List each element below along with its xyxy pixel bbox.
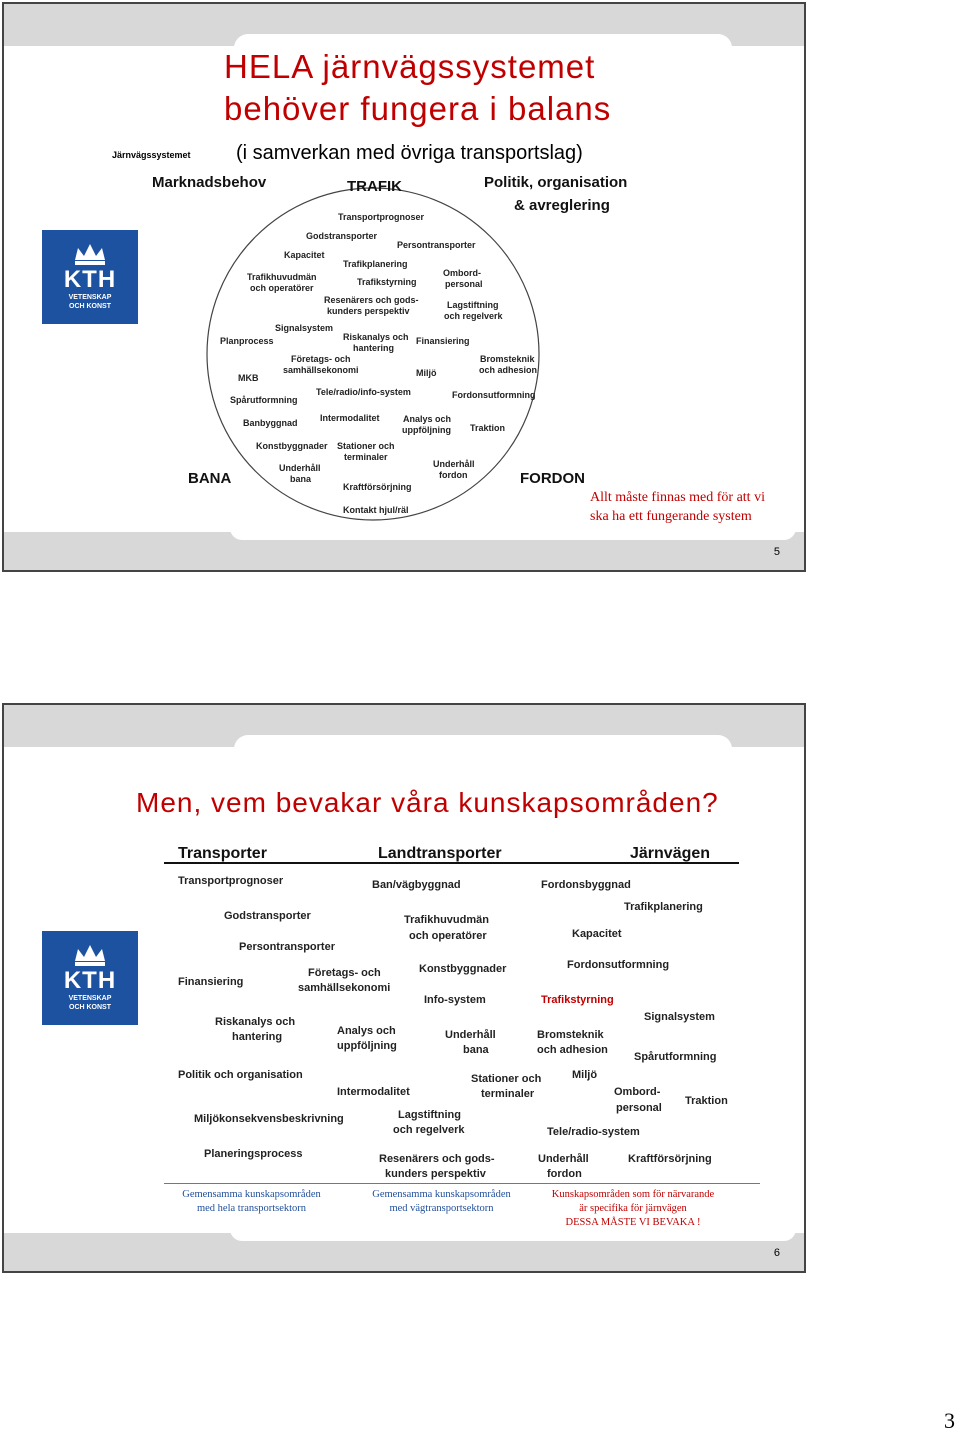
item-bromsteknik-2: och adhesion: [479, 365, 538, 375]
item-stationer-2: terminaler: [481, 1088, 535, 1100]
item-bromsteknik-1: Bromsteknik: [537, 1029, 604, 1041]
item-mkb: MKB: [238, 373, 259, 383]
item-sparutformning: Spårutformning: [634, 1051, 717, 1063]
footer-left-2: med hela transportsektorn: [196, 1203, 307, 1214]
item-miljokonsekvensbeskrivning: Miljökonsekvensbeskrivning: [194, 1113, 344, 1125]
item-fordonsbyggnad: Fordonsbyggnad: [541, 879, 631, 891]
footer-mid-1: Gemensamma kunskapsområden: [372, 1189, 511, 1200]
item-miljo: Miljö: [572, 1069, 598, 1081]
item-stationer-1: Stationer och: [337, 441, 395, 451]
item-intermodalitet: Intermodalitet: [320, 413, 380, 423]
item-riskanalys-2: hantering: [232, 1031, 283, 1043]
note-line-2: ska ha ett fungerande system: [590, 509, 752, 524]
col-header-transporter: Transporter: [178, 845, 267, 862]
item-kapacitet: Kapacitet: [284, 250, 325, 260]
item-miljo: Miljö: [416, 368, 437, 378]
slide-number: 5: [773, 546, 780, 558]
item-kontakt-hjul-ral: Kontakt hjul/räl: [343, 505, 409, 515]
corner-marknadsbehov: Marknadsbehov: [152, 174, 267, 191]
item-underhall-fordon-1: Underhåll: [433, 459, 475, 469]
item-planprocess: Planprocess: [220, 336, 274, 346]
item-kraftforsorjning: Kraftförsörjning: [343, 482, 412, 492]
item-stationer-1: Stationer och: [471, 1073, 542, 1085]
document-page-number: 3: [944, 1408, 955, 1433]
item-analys-1: Analys och: [403, 414, 452, 424]
item-ombord-2: personal: [445, 279, 483, 289]
item-bromsteknik-1: Bromsteknik: [480, 354, 535, 364]
item-finansiering: Finansiering: [416, 336, 470, 346]
item-planeringsprocess: Planeringsprocess: [204, 1148, 303, 1160]
item-persontransporter: Persontransporter: [239, 941, 335, 953]
item-resenarers-1: Resenärers och gods-: [324, 295, 419, 305]
item-kapacitet: Kapacitet: [572, 928, 622, 940]
item-trafikhuvudman-2: och operatörer: [409, 930, 487, 942]
item-resenarers-2: kunders perspektiv: [385, 1168, 486, 1180]
kth-logo-subtext-2: OCH KONST: [69, 1004, 111, 1011]
item-analys-1: Analys och: [337, 1025, 396, 1037]
corner-politik-2: & avreglering: [514, 197, 610, 214]
item-fordonsutformning: Fordonsutformning: [567, 959, 670, 971]
item-transportprognoser: Transportprognoser: [338, 212, 425, 222]
item-riskanalys-2: hantering: [353, 343, 395, 353]
slide-title: Men, vem bevakar våra kunskapsområden?: [136, 787, 719, 818]
item-foretags-2: samhällsekonomi: [283, 365, 359, 375]
item-ombord-1: Ombord-: [614, 1086, 661, 1098]
kth-logo-text: KTH: [63, 967, 117, 994]
item-lagstiftning-2: och regelverk: [393, 1124, 465, 1136]
item-politik-organisation: Politik och organisation: [178, 1069, 303, 1081]
kth-logo-subtext-2: OCH KONST: [69, 303, 111, 310]
footer-right-2: är specifika för järnvägen: [579, 1203, 687, 1214]
item-analys-2: uppföljning: [402, 425, 451, 435]
item-foretags-2: samhällsekonomi: [298, 982, 391, 994]
kth-logo-subtext-1: VETENSKAP: [68, 294, 112, 301]
item-trafikstyrning: Trafikstyrning: [357, 277, 417, 287]
item-lagstiftning-1: Lagstiftning: [447, 300, 499, 310]
kth-logo: [42, 931, 138, 1025]
item-fordonsutformning: Fordonsutformning: [452, 390, 536, 400]
note-line-1: Allt måste finnas med för att vi: [590, 490, 765, 505]
item-konstbyggnader: Konstbyggnader: [256, 441, 328, 451]
footer-right-3: DESSA MÅSTE VI BEVAKA !: [565, 1217, 701, 1228]
item-signalsystem: Signalsystem: [275, 323, 334, 333]
footer-mid-2: med vägtransportsektorn: [389, 1203, 494, 1214]
item-underhall-fordon-1: Underhåll: [538, 1153, 589, 1165]
footer-right-1: Kunskapsområden som för närvarande: [551, 1189, 715, 1200]
item-intermodalitet: Intermodalitet: [337, 1086, 410, 1098]
item-trafikhuvudman-1: Trafikhuvudmän: [404, 914, 489, 926]
item-trafikplanering: Trafikplanering: [343, 259, 408, 269]
item-traktion: Traktion: [685, 1095, 728, 1107]
item-trafikstyrning: Trafikstyrning: [541, 994, 614, 1006]
item-ombord-1: Ombord-: [443, 268, 481, 278]
col-header-landtransporter: Landtransporter: [378, 845, 502, 862]
item-godstransporter: Godstransporter: [224, 910, 311, 922]
item-trafikhuvudman-1: Trafikhuvudmän: [247, 272, 317, 282]
item-sparutformning: Spårutformning: [230, 395, 298, 405]
item-transportprognoser: Transportprognoser: [178, 875, 284, 887]
corner-bana: BANA: [188, 470, 232, 487]
system-label: Järnvägssystemet: [112, 150, 191, 160]
col-header-jarnvagen: Järnvägen: [630, 845, 711, 862]
item-riskanalys-1: Riskanalys och: [343, 332, 409, 342]
footer-left-1: Gemensamma kunskapsområden: [182, 1189, 321, 1200]
kth-logo-text: KTH: [63, 266, 117, 293]
kth-logo-subtext-1: VETENSKAP: [68, 995, 112, 1002]
item-signalsystem: Signalsystem: [644, 1011, 715, 1023]
item-ombord-2: personal: [616, 1102, 662, 1114]
item-foretags-1: Företags- och: [308, 967, 381, 979]
item-kraftforsorjning: Kraftförsörjning: [628, 1153, 712, 1165]
slide-header-notch: [234, 735, 732, 751]
item-riskanalys-1: Riskanalys och: [215, 1016, 296, 1028]
item-info-system: Info-system: [424, 994, 486, 1006]
item-ban-vagbyggnad: Ban/vägbyggnad: [372, 879, 461, 891]
item-persontransporter: Persontransporter: [397, 240, 476, 250]
header-divider: [164, 862, 739, 864]
slide-6: [2, 703, 806, 1273]
footer-divider: [164, 1183, 760, 1184]
corner-fordon: FORDON: [520, 470, 585, 487]
item-tele-radio-system: Tele/radio-system: [547, 1126, 640, 1138]
slide-title-line-1: HELA järnvägssystemet: [224, 48, 596, 85]
item-trafikhuvudman-2: och operatörer: [250, 283, 314, 293]
slide-title-line-2: behöver fungera i balans: [224, 90, 612, 127]
subtitle: (i samverkan med övriga transportslag): [236, 142, 583, 164]
item-resenarers-1: Resenärers och gods-: [379, 1153, 495, 1165]
item-underhall-fordon-2: fordon: [439, 470, 468, 480]
item-analys-2: uppföljning: [337, 1040, 397, 1052]
item-underhall-bana-1: Underhåll: [445, 1029, 496, 1041]
item-tele-radio: Tele/radio/info-system: [316, 387, 411, 397]
item-banbyggnad: Banbyggnad: [243, 418, 298, 428]
item-underhall-bana-1: Underhåll: [279, 463, 321, 473]
item-stationer-2: terminaler: [344, 452, 388, 462]
slide-5: [2, 2, 806, 572]
item-underhall-bana-2: bana: [463, 1044, 489, 1056]
item-foretags-1: Företags- och: [291, 354, 351, 364]
item-finansiering: Finansiering: [178, 976, 244, 988]
item-traktion: Traktion: [470, 423, 506, 433]
corner-politik-1: Politik, organisation: [484, 174, 628, 191]
item-underhall-bana-2: bana: [290, 474, 312, 484]
item-underhall-fordon-2: fordon: [547, 1168, 582, 1180]
item-lagstiftning-2: och regelverk: [444, 311, 503, 321]
item-trafikplanering: Trafikplanering: [624, 901, 703, 913]
item-konstbyggnader: Konstbyggnader: [419, 963, 507, 975]
slide-number: 6: [773, 1247, 780, 1259]
item-bromsteknik-2: och adhesion: [537, 1044, 608, 1056]
item-resenarers-2: kunders perspektiv: [327, 306, 410, 316]
corner-trafik: TRAFIK: [347, 178, 402, 195]
item-lagstiftning-1: Lagstiftning: [398, 1109, 461, 1121]
item-godstransporter: Godstransporter: [306, 231, 378, 241]
